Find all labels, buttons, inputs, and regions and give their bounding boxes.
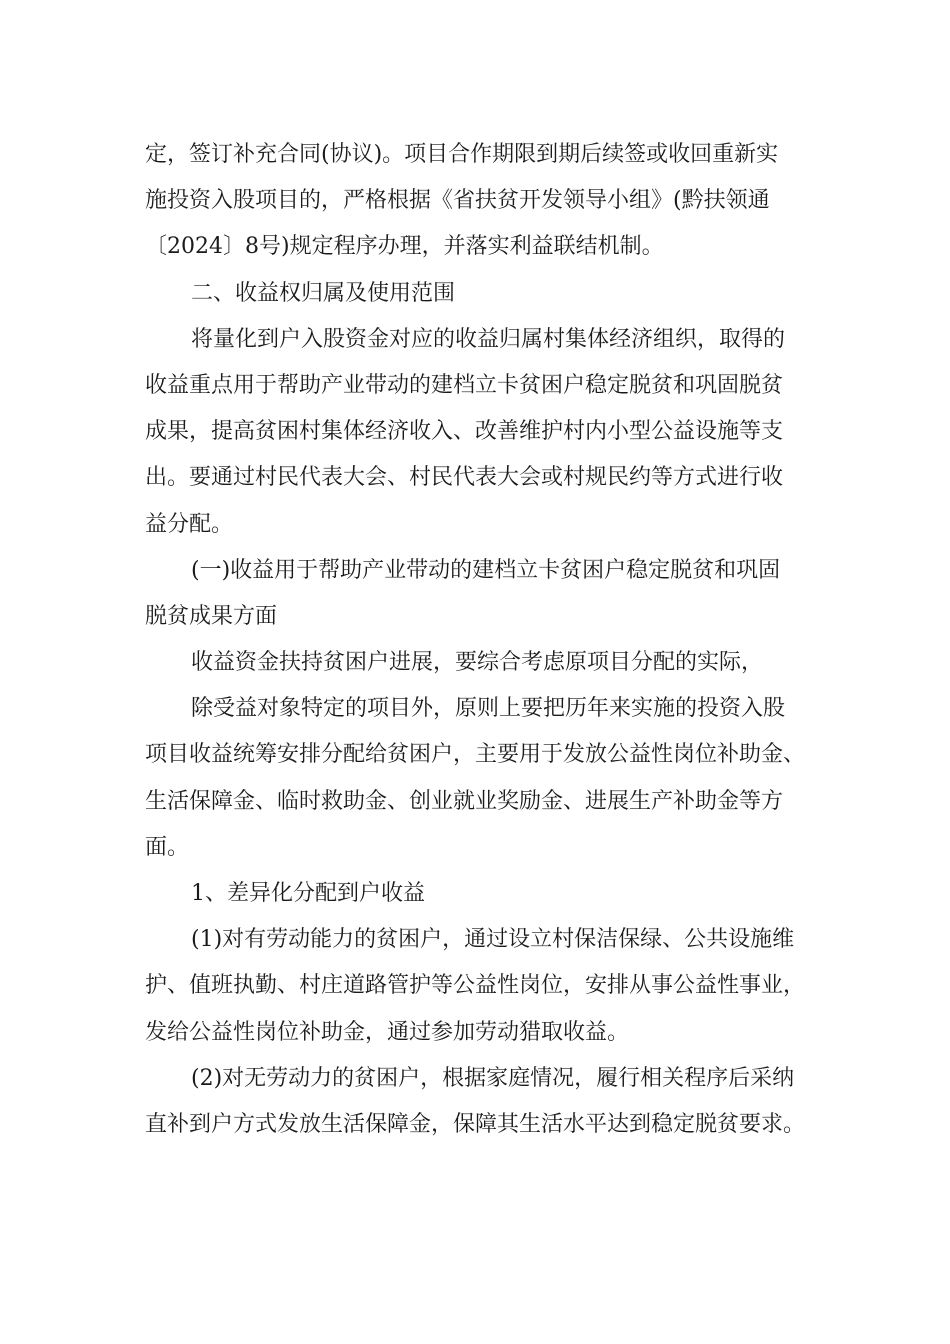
text-line: (2)对无劳动力的贫困户，根据家庭情况，履行相关程序后采纳: [191, 1065, 795, 1091]
text-line: (1)对有劳动能力的贫困户，通过设立村保洁保绿、公共设施维: [191, 927, 795, 953]
text-line: 将量化到户入股资金对应的收益归属村集体经济组织，取得的: [191, 326, 786, 352]
text-line: 成果，提高贫困村集体经济收入、改善维护村内小型公益设施等支: [145, 419, 784, 445]
text-line: 益分配。: [145, 511, 234, 537]
text-line: 出。要通过村民代表大会、村民代表大会或村规民约等方式进行收: [145, 465, 784, 491]
text-line: 项目收益统筹安排分配给贫困户，主要用于发放公益性岗位补助金、: [145, 742, 806, 768]
text-line: 面。: [145, 834, 190, 860]
text-line: 发给公益性岗位补助金，通过参加劳动猎取收益。: [145, 1019, 630, 1045]
text-line: 除受益对象特定的项目外，原则上要把历年来实施的投资入股: [191, 696, 786, 722]
section-heading: 二、收益权归属及使用范围: [191, 280, 456, 306]
text-line: 直补到户方式发放生活保障金，保障其生活水平达到稳定脱贫要求。: [145, 1111, 806, 1137]
text-line: 护、值班执勤、村庄道路管护等公益性岗位，安排从事公益性事业，: [145, 973, 806, 999]
list-heading: 1、差异化分配到户收益: [191, 881, 425, 906]
text-line: 收益重点用于帮助产业带动的建档立卡贫困户稳定脱贫和巩固脱贫: [145, 372, 784, 398]
text-line: 施投资入股项目的，严格根据《省扶贫开发领导小组》(黔扶领通: [145, 188, 770, 214]
text-line: 生活保障金、临时救助金、创业就业奖励金、进展生产补助金等方: [145, 788, 784, 814]
subsection-heading: (一)收益用于帮助产业带动的建档立卡贫困户稳定脱贫和巩固: [191, 557, 781, 583]
text-line: 收益资金扶持贫困户进展，要综合考虑原项目分配的实际，: [191, 650, 764, 676]
text-line: 〔2024〕8号)规定程序办理，并落实利益联结机制。: [145, 234, 664, 260]
text-line: 脱贫成果方面: [145, 603, 278, 629]
text-line: 定，签订补充合同(协议)。项目合作期限到期后续签或收回重新实: [145, 142, 779, 167]
document-body: [145, 132, 825, 1148]
